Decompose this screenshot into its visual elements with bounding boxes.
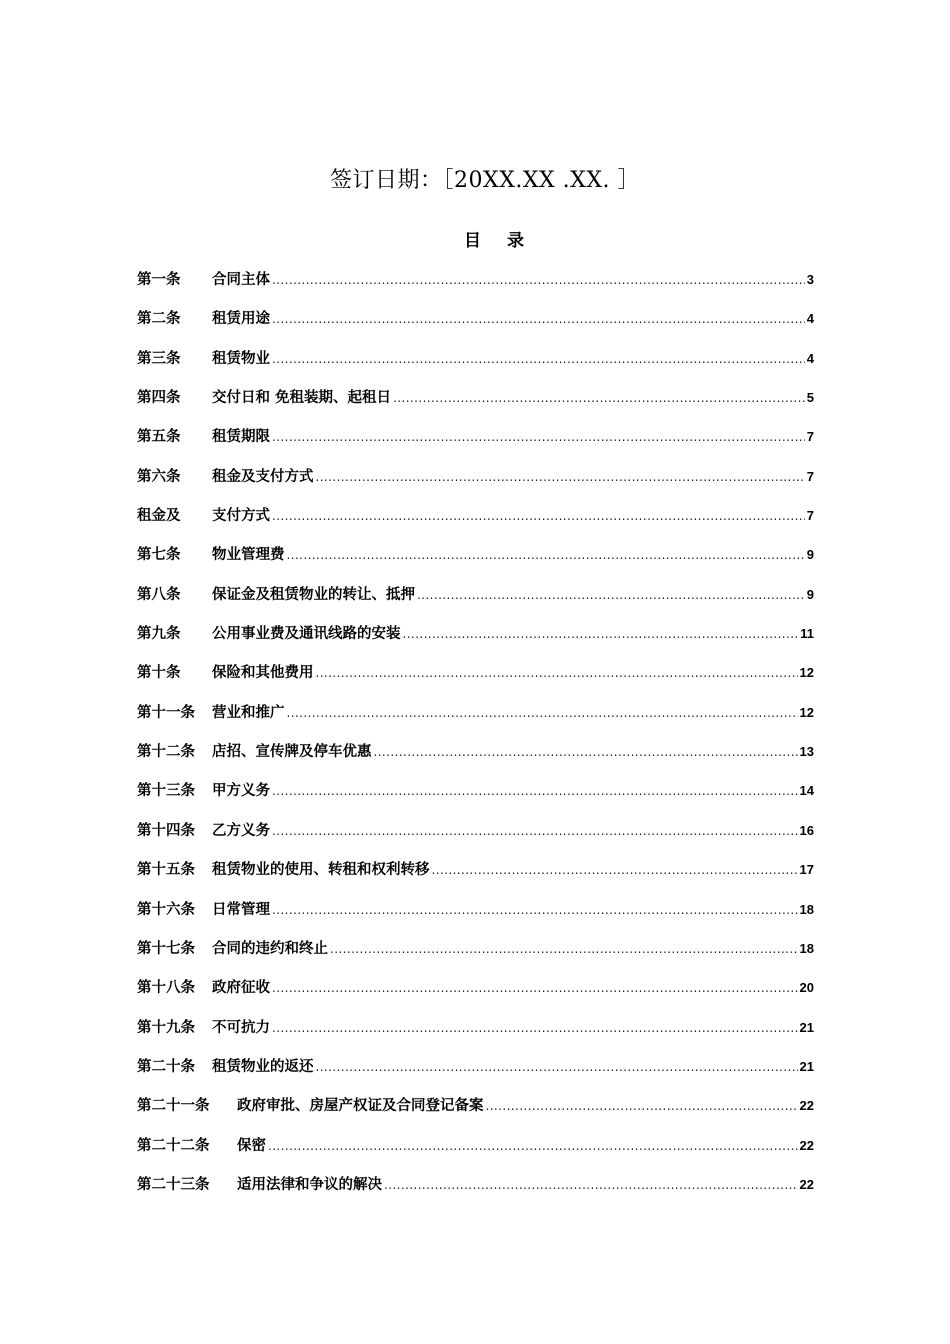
toc-entry-title: 合同的违约和终止 bbox=[212, 940, 328, 957]
toc-entry-title: 不可抗力 bbox=[212, 1019, 270, 1036]
toc-dot-leader bbox=[272, 301, 805, 337]
toc-dot-leader bbox=[272, 341, 805, 377]
toc-entry-number: 第二十三条 bbox=[137, 1176, 210, 1193]
toc-entry-title: 营业和推广 bbox=[212, 704, 285, 721]
toc-entry-page: 9 bbox=[806, 547, 814, 563]
toc-entry-number: 第十九条 bbox=[137, 1019, 195, 1036]
toc-entry[interactable] bbox=[137, 892, 814, 931]
toc-entry[interactable] bbox=[137, 852, 814, 891]
toc-entry-title: 店招、宣传牌及停车优惠 bbox=[212, 744, 372, 761]
toc-entry-title: 保密 bbox=[237, 1137, 266, 1154]
toc-entry[interactable] bbox=[137, 262, 814, 301]
toc-entry-page: 21 bbox=[799, 1019, 814, 1035]
toc-entry-number: 第一条 bbox=[137, 272, 181, 288]
toc-entry-number: 第六条 bbox=[137, 468, 181, 485]
toc-entry-number: 第五条 bbox=[137, 429, 181, 446]
toc-dot-leader bbox=[272, 419, 805, 455]
toc-entry-page: 22 bbox=[799, 1176, 814, 1192]
toc-entry-page: 12 bbox=[799, 665, 814, 681]
toc-entry-page: 13 bbox=[799, 744, 814, 760]
toc-entry-number: 第十六条 bbox=[137, 901, 195, 918]
toc-entry-number: 第十条 bbox=[137, 665, 181, 682]
toc-entry-number: 第二条 bbox=[137, 311, 181, 328]
toc-dot-leader bbox=[316, 1049, 798, 1085]
toc-dot-leader bbox=[272, 813, 798, 849]
toc-entry-title: 保险和其他费用 bbox=[212, 665, 314, 682]
toc-entry-number: 第十八条 bbox=[137, 980, 195, 997]
toc-entry-title: 日常管理 bbox=[212, 901, 270, 918]
toc-entry-title: 租金及支付方式 bbox=[212, 468, 314, 485]
toc-entry-title: 交付日和 免租装期、起租日 bbox=[212, 390, 392, 407]
toc-entry-page: 18 bbox=[799, 940, 814, 956]
toc-entry-number: 租金及 bbox=[137, 508, 181, 525]
toc-entry[interactable] bbox=[137, 773, 814, 812]
toc-entry-page: 12 bbox=[799, 704, 814, 720]
toc-entry[interactable] bbox=[137, 380, 814, 419]
toc-entry[interactable] bbox=[137, 655, 814, 694]
toc-dot-leader bbox=[287, 537, 805, 573]
toc-entry-number: 第十四条 bbox=[137, 822, 195, 839]
toc-entry-title: 甲方义务 bbox=[212, 783, 270, 800]
toc-entry-page: 11 bbox=[800, 626, 814, 642]
toc-entry[interactable] bbox=[137, 695, 814, 734]
toc-entry-page: 22 bbox=[799, 1137, 814, 1153]
toc-entry-title: 适用法律和争议的解决 bbox=[237, 1176, 382, 1193]
toc-dot-leader bbox=[374, 734, 798, 770]
toc-entry[interactable] bbox=[137, 970, 814, 1009]
toc-entry-page: 21 bbox=[799, 1058, 814, 1074]
toc-dot-leader bbox=[272, 1010, 798, 1046]
toc-entry[interactable] bbox=[137, 498, 814, 537]
toc-dot-leader bbox=[316, 459, 805, 495]
toc-dot-leader bbox=[287, 695, 798, 731]
toc-dot-leader bbox=[316, 655, 798, 691]
toc-entry-number: 第二十一条 bbox=[137, 1098, 210, 1115]
toc-entry-number: 第八条 bbox=[137, 586, 181, 603]
toc-entry-number: 第三条 bbox=[137, 350, 181, 367]
toc-dot-leader bbox=[272, 773, 798, 809]
toc-entry-number: 第十二条 bbox=[137, 744, 195, 761]
toc-entry[interactable] bbox=[137, 813, 814, 852]
toc-entry[interactable] bbox=[137, 301, 814, 340]
toc-entry-title: 乙方义务 bbox=[212, 822, 270, 839]
toc-dot-leader bbox=[330, 931, 798, 967]
toc-entry[interactable] bbox=[137, 1010, 814, 1049]
toc-entry-title: 租赁物业 bbox=[212, 350, 270, 367]
toc-entry-page: 7 bbox=[806, 508, 814, 524]
toc-dot-leader bbox=[417, 577, 805, 613]
toc-entry[interactable] bbox=[137, 616, 814, 655]
toc-entry-title: 政府审批、房屋产权证及合同登记备案 bbox=[237, 1098, 484, 1115]
toc-entry[interactable] bbox=[137, 734, 814, 773]
toc-entry-title: 支付方式 bbox=[212, 508, 270, 525]
toc-entry-page: 5 bbox=[806, 390, 814, 406]
toc-entry-page: 9 bbox=[806, 586, 814, 602]
toc-dot-leader bbox=[272, 498, 805, 534]
toc-entry-number: 第二十条 bbox=[137, 1058, 195, 1075]
toc-dot-leader bbox=[384, 1167, 798, 1203]
toc-entry-title: 租赁物业的使用、转租和权利转移 bbox=[212, 862, 430, 879]
toc-entry-number: 第十三条 bbox=[137, 783, 195, 800]
table-of-contents bbox=[137, 262, 814, 1206]
toc-entry-number: 第二十二条 bbox=[137, 1137, 210, 1154]
toc-entry-page: 14 bbox=[799, 783, 814, 799]
toc-dot-leader bbox=[268, 1128, 798, 1164]
toc-dot-leader bbox=[432, 852, 798, 888]
toc-entry[interactable] bbox=[137, 419, 814, 458]
toc-entry-page: 16 bbox=[799, 822, 814, 838]
toc-entry[interactable] bbox=[137, 1088, 814, 1127]
toc-dot-leader bbox=[272, 970, 798, 1006]
toc-entry-page: 18 bbox=[799, 901, 814, 917]
toc-entry[interactable] bbox=[137, 341, 814, 380]
toc-entry-page: 7 bbox=[806, 429, 814, 445]
toc-entry-title: 政府征收 bbox=[212, 980, 270, 997]
toc-entry-title: 保证金及租赁物业的转让、抵押 bbox=[212, 586, 415, 603]
toc-entry-number: 第四条 bbox=[137, 390, 181, 407]
toc-entry[interactable] bbox=[137, 577, 814, 616]
toc-entry-number: 第十七条 bbox=[137, 940, 195, 957]
toc-dot-leader bbox=[272, 892, 798, 928]
toc-entry-title: 租赁期限 bbox=[212, 429, 270, 446]
toc-entry[interactable] bbox=[137, 537, 814, 576]
toc-entry-page: 7 bbox=[806, 468, 814, 484]
toc-entry[interactable] bbox=[137, 931, 814, 970]
toc-entry-number: 第十五条 bbox=[137, 862, 195, 879]
toc-entry[interactable] bbox=[137, 1167, 814, 1206]
toc-entry[interactable] bbox=[137, 1049, 814, 1088]
toc-dot-leader bbox=[403, 616, 799, 652]
toc-entry[interactable] bbox=[137, 459, 814, 498]
toc-entry-page: 3 bbox=[806, 272, 814, 287]
toc-entry-title: 公用事业费及通讯线路的安装 bbox=[212, 626, 401, 643]
toc-entry-title: 合同主体 bbox=[212, 272, 270, 288]
toc-dot-leader bbox=[272, 262, 805, 298]
toc-entry-page: 17 bbox=[799, 862, 814, 878]
toc-dot-leader bbox=[393, 380, 805, 416]
toc-entry-title: 租赁用途 bbox=[212, 311, 270, 328]
toc-entry-page: 20 bbox=[799, 980, 814, 996]
toc-entry-page: 22 bbox=[799, 1098, 814, 1114]
toc-entry[interactable] bbox=[137, 1128, 814, 1167]
toc-entry-page: 4 bbox=[806, 350, 814, 366]
toc-entry-number: 第十一条 bbox=[137, 704, 195, 721]
toc-dot-leader bbox=[486, 1088, 798, 1124]
signing-date: 签订日期：［20XX.XX .XX. ］ bbox=[330, 168, 640, 193]
toc-entry-number: 第七条 bbox=[137, 547, 181, 564]
toc-entry-title: 租赁物业的返还 bbox=[212, 1058, 314, 1075]
toc-entry-page: 4 bbox=[806, 311, 814, 327]
toc-entry-number: 第九条 bbox=[137, 626, 181, 643]
toc-entry-title: 物业管理费 bbox=[212, 547, 285, 564]
toc-title: 目 录 bbox=[464, 231, 534, 251]
